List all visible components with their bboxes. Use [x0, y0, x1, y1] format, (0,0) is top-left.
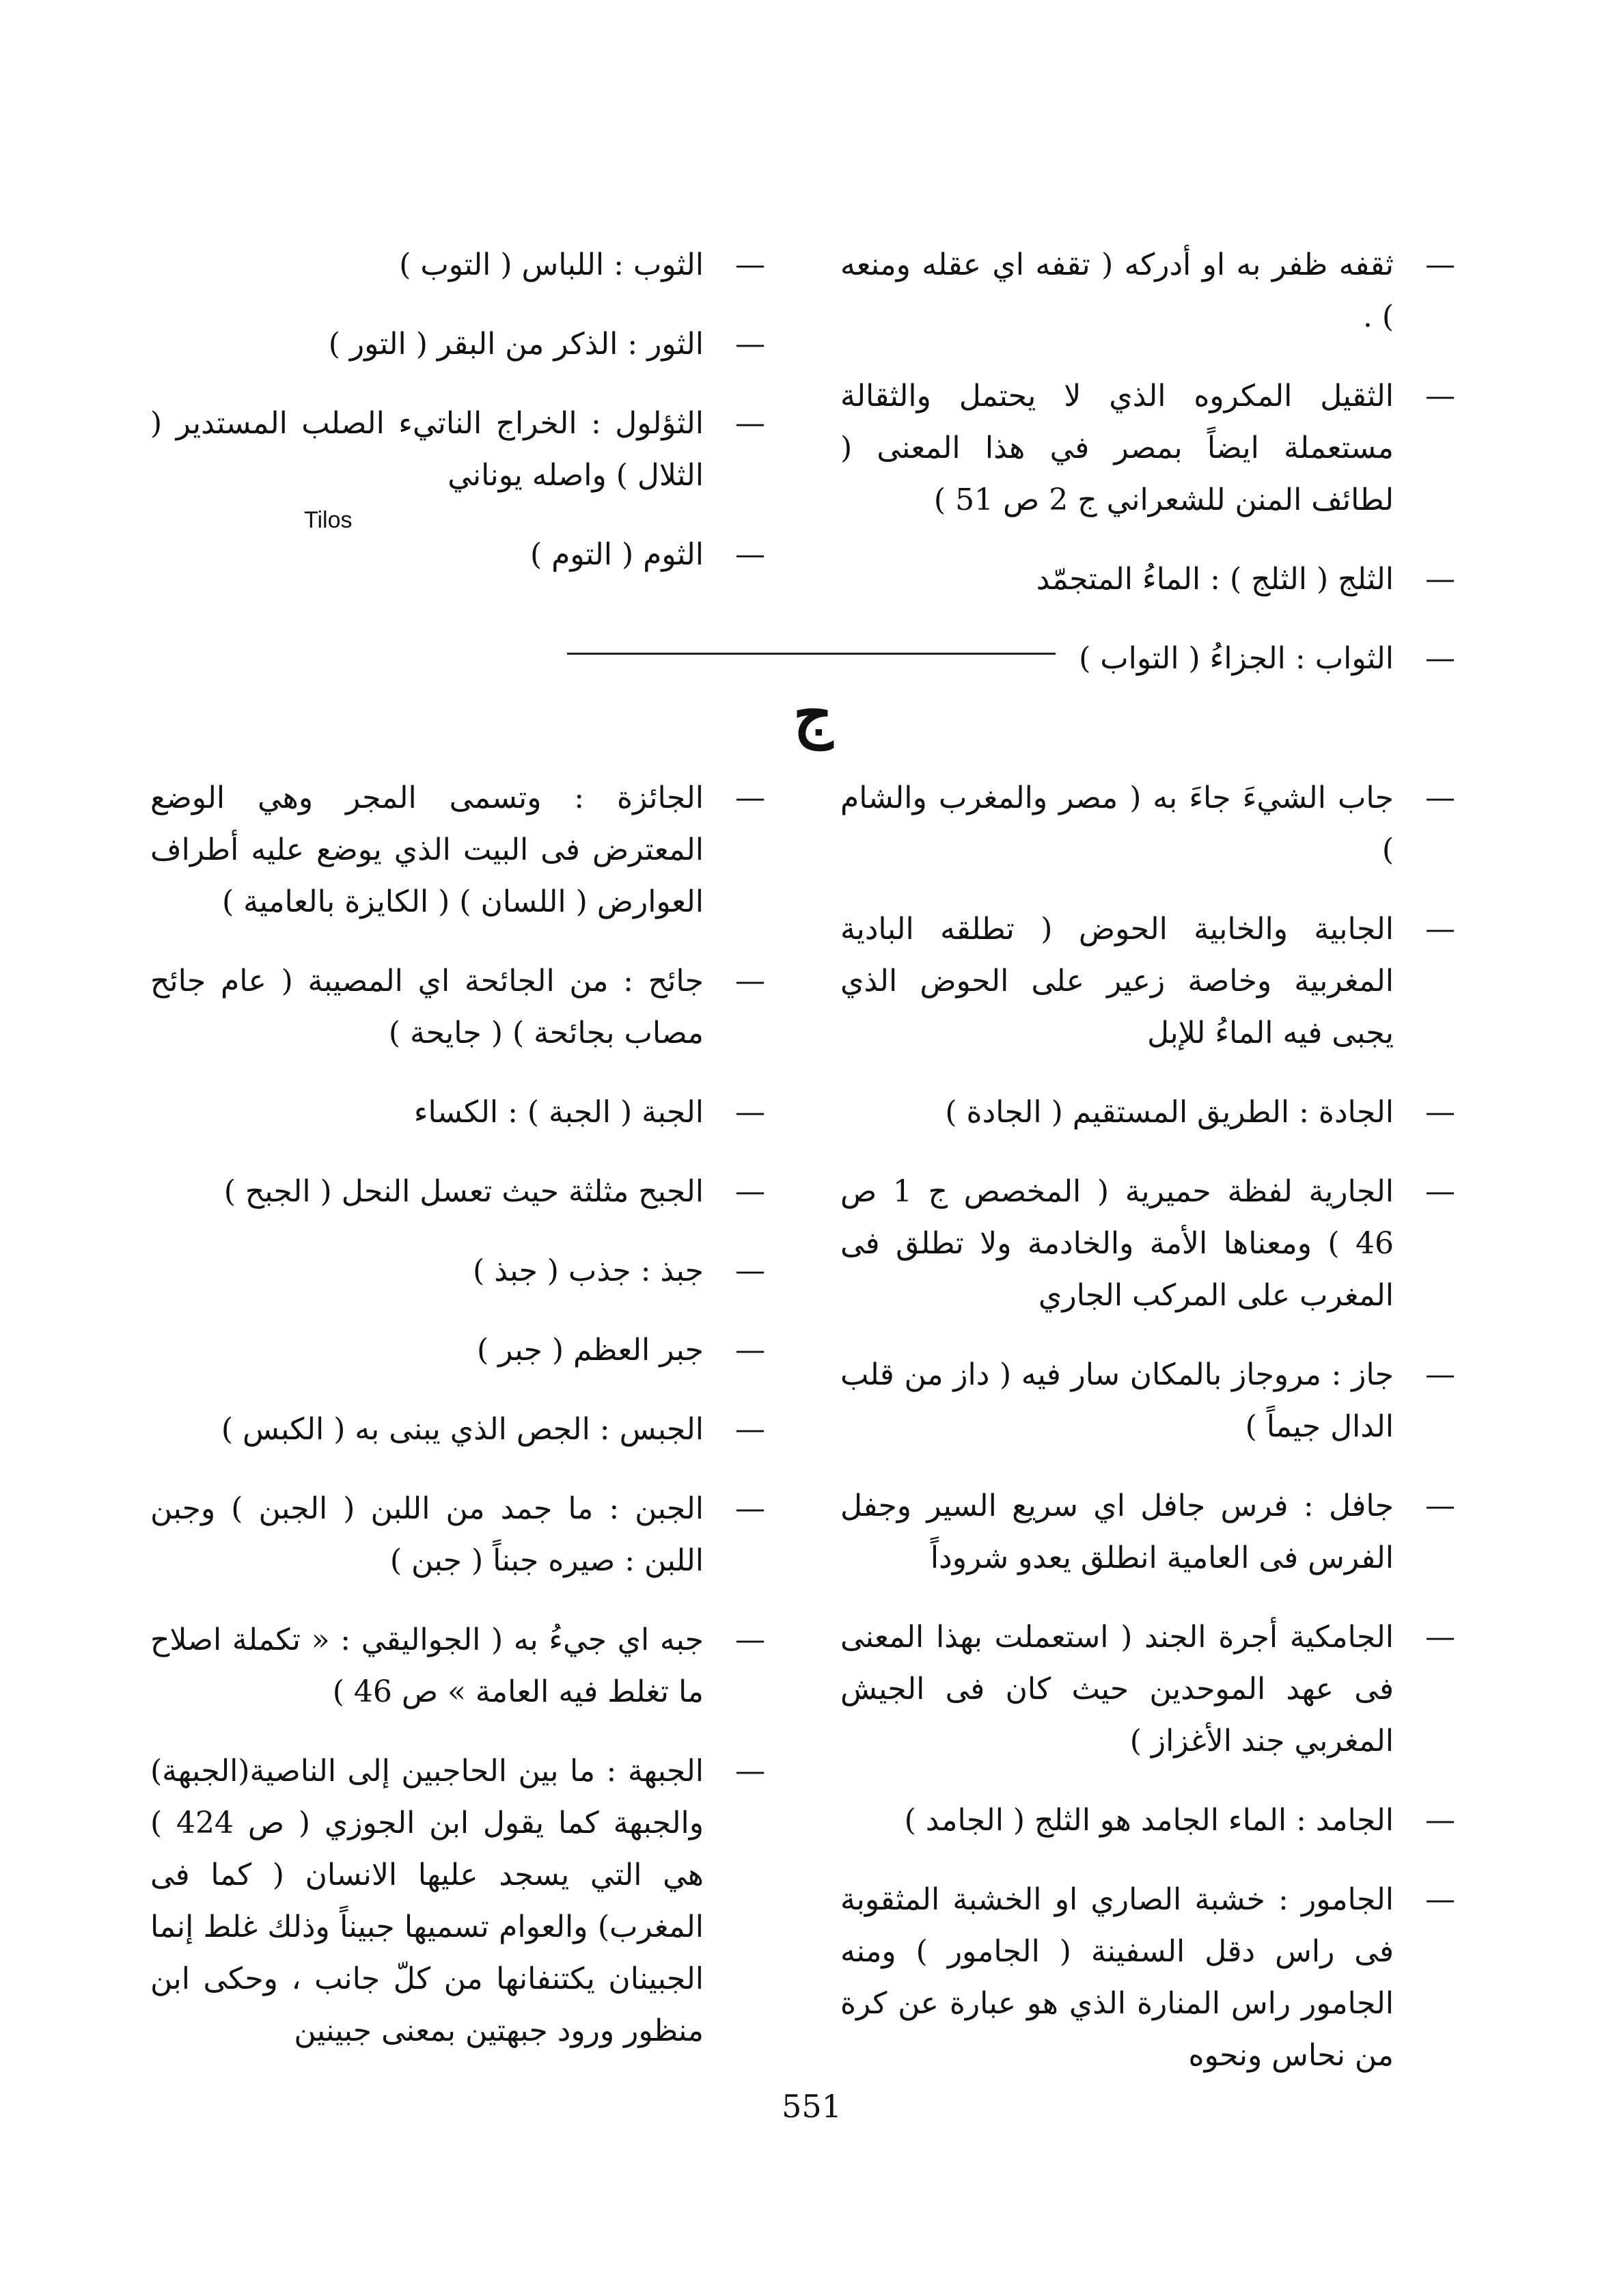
bottom-right-column [840, 772, 1455, 2109]
entry [150, 318, 765, 370]
entry [840, 772, 1455, 876]
section-divider [567, 653, 1056, 655]
entry-dash: — [735, 1491, 765, 1526]
entry [150, 1324, 765, 1376]
entry-dash: — [735, 1253, 765, 1288]
entry-text: الثوم ( التوم ) [529, 537, 704, 572]
entry [840, 903, 1455, 1059]
entry-dash: — [1425, 247, 1455, 282]
entry-dash: — [1425, 1620, 1455, 1655]
entry-text: جاز : مروجاز بالمكان سار فيه ( داز من قلب الدال جيماً ) [840, 1357, 1394, 1444]
entry [150, 1614, 765, 1718]
entry-dash: — [735, 537, 765, 572]
entry [150, 239, 765, 291]
entry [840, 239, 1455, 343]
top-left-column [150, 239, 765, 608]
entry-dash: — [735, 406, 765, 441]
greek-origin-note: Tilos [304, 507, 353, 533]
entry [840, 1349, 1455, 1453]
entry [840, 633, 1455, 685]
entry [150, 1166, 765, 1218]
entry-text: الجبة ( الجبة ) : الكساء [413, 1095, 704, 1130]
entry [840, 1166, 1455, 1322]
entry [150, 1245, 765, 1297]
entry-dash: — [735, 1622, 765, 1657]
entry-dash: — [735, 1333, 765, 1368]
entry-text: جبر العظم ( جبر ) [476, 1333, 704, 1368]
entry-dash: — [1425, 1882, 1455, 1917]
entry-text: الجامور : خشبة الصاري او الخشبة المثقوبة فى راس دقل السفينة ( الجامور ) ومنه الجامور راس المنارة الذي هو عبارة عن كرة من نحاس ونحوه [840, 1882, 1394, 2073]
entry-text: الثلج ( الثلج ) : الماءُ المتجمّد [1036, 562, 1394, 597]
entry-text: الثقيل المكروه الذي لا يحتمل والثقالة مستعملة ايضاً بمصر في هذا المعنى ( لطائف المنن للشعراني ج 2 ص 51 ) [840, 379, 1394, 517]
entry [150, 1404, 765, 1456]
entry [840, 1480, 1455, 1584]
entry [150, 1483, 765, 1587]
entry-dash: — [735, 1754, 765, 1789]
entry [840, 1612, 1455, 1767]
entry-text: الجبن : ما جمد من اللبن ( الجبن ) وجبن اللبن : صيره جبناً ( جبن ) [150, 1491, 704, 1578]
entry-text: جائح : من الجائحة اي المصيبة ( عام جائح مصاب بجائحة ) ( جايحة ) [150, 964, 704, 1050]
entry [150, 398, 765, 502]
entry-dash: — [1425, 1803, 1455, 1838]
entry-text: الجبس : الجص الذي يبنى به ( الكبس ) [221, 1412, 704, 1447]
entry-dash: — [1425, 379, 1455, 413]
entry-text: الثوب : اللباس ( التوب ) [399, 247, 704, 282]
entry-text: جاب الشيءَ جاءَ به ( مصر والمغرب والشام ) [840, 780, 1394, 867]
entry-dash: — [735, 247, 765, 282]
entry-dash: — [735, 1412, 765, 1447]
entry-text: الثواب : الجزاءُ ( التواب ) [1079, 641, 1394, 676]
entry [150, 1087, 765, 1139]
entry-text: ثقفه ظفر به او أدركه ( تقفه اي عقله ومنعه ) . [840, 247, 1394, 334]
entry-text: الجارية لفظة حميرية ( المخصص ج 1 ص 46 ) ومعناها الأمة والخادمة ولا تطلق فى المغرب على المركب الجاري [840, 1174, 1394, 1313]
entry [840, 1874, 1455, 2082]
entry-dash: — [735, 1095, 765, 1130]
entry [840, 1087, 1455, 1139]
entry [150, 1745, 765, 2057]
entry-dash: — [1425, 1174, 1455, 1209]
entry [840, 1795, 1455, 1847]
entry-text: الجابية والخابية الحوض ( تطلقه البادية المغربية وخاصة زعير على الحوض الذي يجبى فيه الماءُ للإبل [840, 912, 1394, 1050]
entry-dash: — [735, 780, 765, 815]
entry-text: الجامد : الماء الجامد هو الثلج ( الجامد ) [904, 1803, 1394, 1838]
entry-dash: — [1425, 1357, 1455, 1392]
entry [150, 772, 765, 928]
bottom-left-column [150, 772, 765, 2084]
entry [150, 955, 765, 1059]
entry-dash: — [1425, 641, 1455, 676]
entry-dash: — [735, 1174, 765, 1209]
entry-text: جافل : فرس جافل اي سريع السير وجفل الفرس فى العامية انطلق يعدو شروداً [840, 1488, 1394, 1575]
entry-text: جبه اي جيءُ به ( الجواليقي : « تكملة اصلاح ما تغلط فيه العامة » ص 46 ) [150, 1622, 704, 1709]
page-number: 551 [782, 2088, 842, 2125]
entry-dash: — [1425, 1488, 1455, 1523]
entry-text: الثؤلول : الخراج الناتيء الصلب المستدير ( الثلال ) واصله يوناني [150, 406, 704, 493]
entry-dash: — [1425, 780, 1455, 815]
entry-dash: — [1425, 912, 1455, 947]
top-right-column [840, 239, 1455, 712]
entry-text: الجائزة : وتسمى المجر وهي الوضع المعترض فى البيت الذي يوضع عليه أطراف العوارض ( اللسان ) ( الكايزة بالعامية ) [150, 780, 704, 919]
entry [840, 554, 1455, 606]
entry-text: الجامكية أجرة الجند ( استعملت بهذا المعنى فى عهد الموحدين حيث كان فى الجيش المغربي جند الأغزاز ) [840, 1620, 1394, 1758]
entry-dash: — [1425, 562, 1455, 597]
entry-dash: — [735, 327, 765, 362]
entry [150, 529, 765, 581]
entry-text: الثور : الذكر من البقر ( التور ) [328, 327, 704, 362]
entry [840, 370, 1455, 526]
section-letter: ج [793, 678, 834, 750]
entry-text: الجادة : الطريق المستقيم ( الجادة ) [945, 1095, 1394, 1130]
entry-dash: — [1425, 1095, 1455, 1130]
entry-dash: — [735, 964, 765, 998]
entry-text: جبذ : جذب ( جبذ ) [473, 1253, 704, 1288]
entry-text: الجبح مثلثة حيث تعسل النحل ( الجبح ) [223, 1174, 704, 1209]
entry-text: الجبهة : ما بين الحاجبين إلى الناصية(الجبهة) والجبهة كما يقول ابن الجوزي ( ص 424 ) هي التي يسجد عليها الانسان ( كما فى المغرب) والعوام تسميها جبيناً وذلك غلط إنما الجبينان يكتنفانها من كلّ جانب ، وحكى ابن منظور ورود جبهتين بمعنى جبينين [150, 1754, 704, 2048]
